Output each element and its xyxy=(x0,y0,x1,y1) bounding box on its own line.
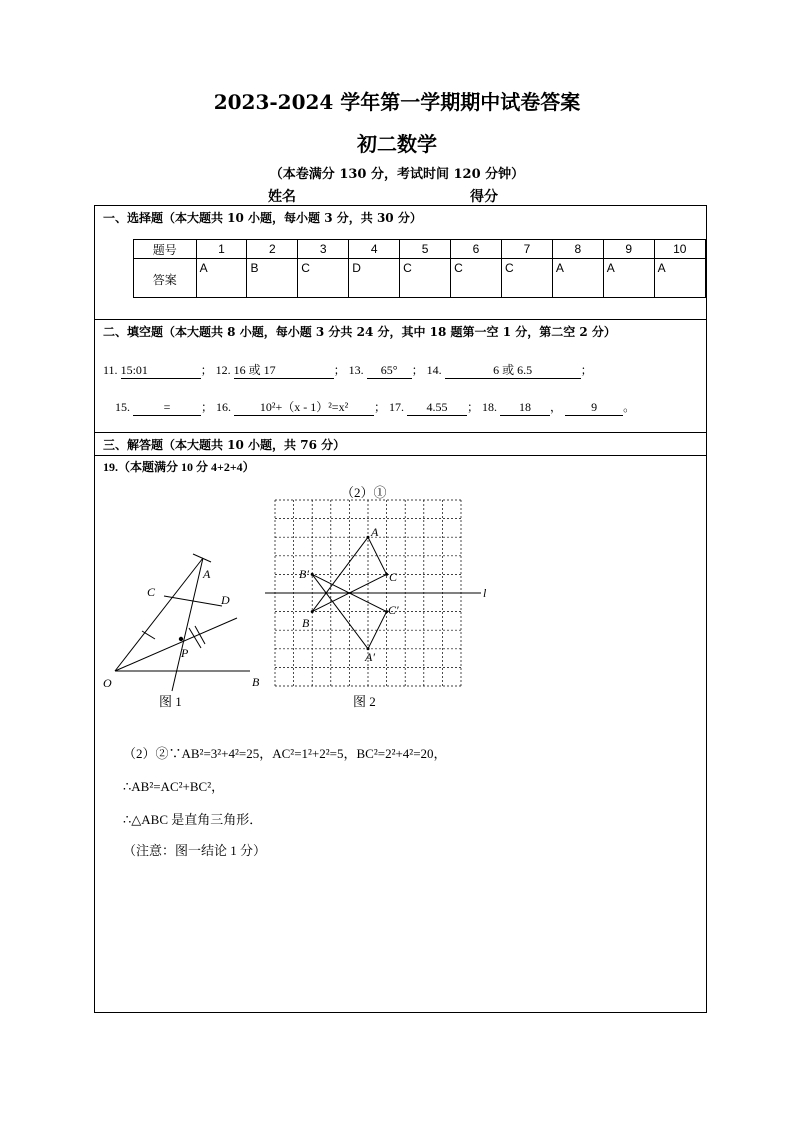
vertex-c xyxy=(385,573,388,576)
choice-answer: A xyxy=(654,259,705,298)
choice-answer: D xyxy=(349,259,400,298)
solution-note: （注意：图一结论 1 分） xyxy=(123,843,267,858)
choice-answer: B xyxy=(247,259,298,298)
q15-answer: = xyxy=(163,400,171,414)
degree-sign: ° xyxy=(392,363,398,377)
vertex-b xyxy=(311,610,314,613)
q13-answer: 65 xyxy=(380,363,393,377)
question-number: 6 xyxy=(451,240,502,259)
vertex-a xyxy=(367,536,370,539)
arc-mark xyxy=(142,631,155,639)
q18-answer-1: 18 xyxy=(519,400,532,414)
answer-frame xyxy=(94,205,707,1013)
solution-line-1: （2）②∵AB²=3²+4²=25，AC²=1²+2²=5，BC²=2²+4²=20， xyxy=(123,746,447,761)
q14-answer: 6 或 6.5 xyxy=(493,363,533,377)
separator: ； xyxy=(200,363,213,377)
divider xyxy=(95,432,706,433)
label-a: A xyxy=(203,567,211,581)
divider xyxy=(95,319,706,320)
section3-heading: 三、解答题（本大题共 10 小题，共 76 分） xyxy=(103,438,346,452)
fill-row-1 xyxy=(103,361,593,379)
choice-answer: C xyxy=(298,259,349,298)
q19-heading: 19.（本题满分 10 分 4+2+4） xyxy=(103,460,255,474)
label-b: B xyxy=(302,616,310,630)
figure-2-part-label: （2）① xyxy=(341,485,387,500)
vertex-b1 xyxy=(311,573,314,576)
page-title: 2023-2024 学年第一学期期中试卷答案 xyxy=(213,90,581,114)
label-o: O xyxy=(103,676,112,690)
choice-answer: C xyxy=(400,259,451,298)
label-b: B xyxy=(252,675,260,689)
question-number: 1 xyxy=(196,240,247,259)
separator: ； xyxy=(580,363,593,377)
separator: ， xyxy=(550,400,563,414)
label-b-prime: B′ xyxy=(299,567,309,581)
solution-line-3: ∴△ABC 是直角三角形． xyxy=(123,812,263,827)
section2-heading: 二、填空题（本大题共 8 小题，每小题 3 分共 24 分，其中 18 题第一空 1 分，第二空 2 分） xyxy=(103,325,616,339)
name-label: 姓名 xyxy=(268,189,296,205)
q12-number: 12. xyxy=(215,363,231,377)
exam-note: （本卷满分 130 分，考试时间 120 分钟） xyxy=(269,167,525,182)
fill-row-2 xyxy=(115,398,635,416)
question-number: 9 xyxy=(603,240,654,259)
q14-number: 14. xyxy=(426,363,442,377)
q11-answer: 15:01 xyxy=(120,363,148,377)
q16-answer: 10²+（x - 1）²=x² xyxy=(259,400,349,414)
label-l: l xyxy=(483,586,487,600)
period: 。 xyxy=(623,400,636,414)
label-a: A xyxy=(371,525,379,539)
figure-1 xyxy=(97,536,287,706)
separator: ； xyxy=(201,400,214,414)
question-number: 10 xyxy=(654,240,705,259)
subject-title: 初二数学 xyxy=(357,132,437,156)
label-c-prime: C′ xyxy=(388,603,399,617)
q16-number: 16. xyxy=(216,400,232,414)
choice-answer-table xyxy=(133,239,706,298)
figure-1-caption: 图 1 xyxy=(159,694,182,709)
question-number: 2 xyxy=(247,240,298,259)
choice-answer: A xyxy=(196,259,247,298)
q15-number: 15. xyxy=(115,400,130,414)
separator: ； xyxy=(374,400,387,414)
answer-label: 答案 xyxy=(134,259,197,298)
q17-answer: 4.55 xyxy=(426,400,448,414)
score-label: 得分 xyxy=(470,189,498,205)
question-number: 3 xyxy=(298,240,349,259)
label-p: P xyxy=(181,646,189,660)
q18-number: 18. xyxy=(482,400,498,414)
q18-answer-2: 9 xyxy=(591,400,598,414)
question-number: 5 xyxy=(400,240,451,259)
figure-2 xyxy=(261,498,497,688)
q13-number: 13. xyxy=(348,363,364,377)
choice-answer: C xyxy=(501,259,552,298)
label-c: C xyxy=(147,585,156,599)
choice-answer: A xyxy=(552,259,603,298)
separator: ； xyxy=(411,363,424,377)
separator: ； xyxy=(333,363,346,377)
question-number: 7 xyxy=(501,240,552,259)
separator: ； xyxy=(467,400,480,414)
q17-number: 17. xyxy=(389,400,405,414)
choice-answer: C xyxy=(451,259,502,298)
q11-number: 11. xyxy=(103,363,118,377)
point-p xyxy=(179,637,183,641)
label-d: D xyxy=(221,593,230,607)
section1-heading: 一、选择题（本大题共 10 小题，每小题 3 分，共 30 分） xyxy=(103,211,422,225)
bisector-op xyxy=(115,618,237,671)
name-field xyxy=(268,186,376,206)
choice-answer: A xyxy=(603,259,654,298)
solution-line-2: ∴AB²=AC²+BC²， xyxy=(123,779,225,794)
question-number: 8 xyxy=(552,240,603,259)
label-a-prime: A′ xyxy=(365,650,375,664)
figure-2-caption: 图 2 xyxy=(353,694,376,709)
question-number-label: 题号 xyxy=(134,240,197,259)
score-field xyxy=(470,186,586,206)
divider xyxy=(95,455,706,456)
label-c: C xyxy=(389,570,398,584)
question-number: 4 xyxy=(349,240,400,259)
q12-answer: 16 或 17 xyxy=(233,363,276,377)
